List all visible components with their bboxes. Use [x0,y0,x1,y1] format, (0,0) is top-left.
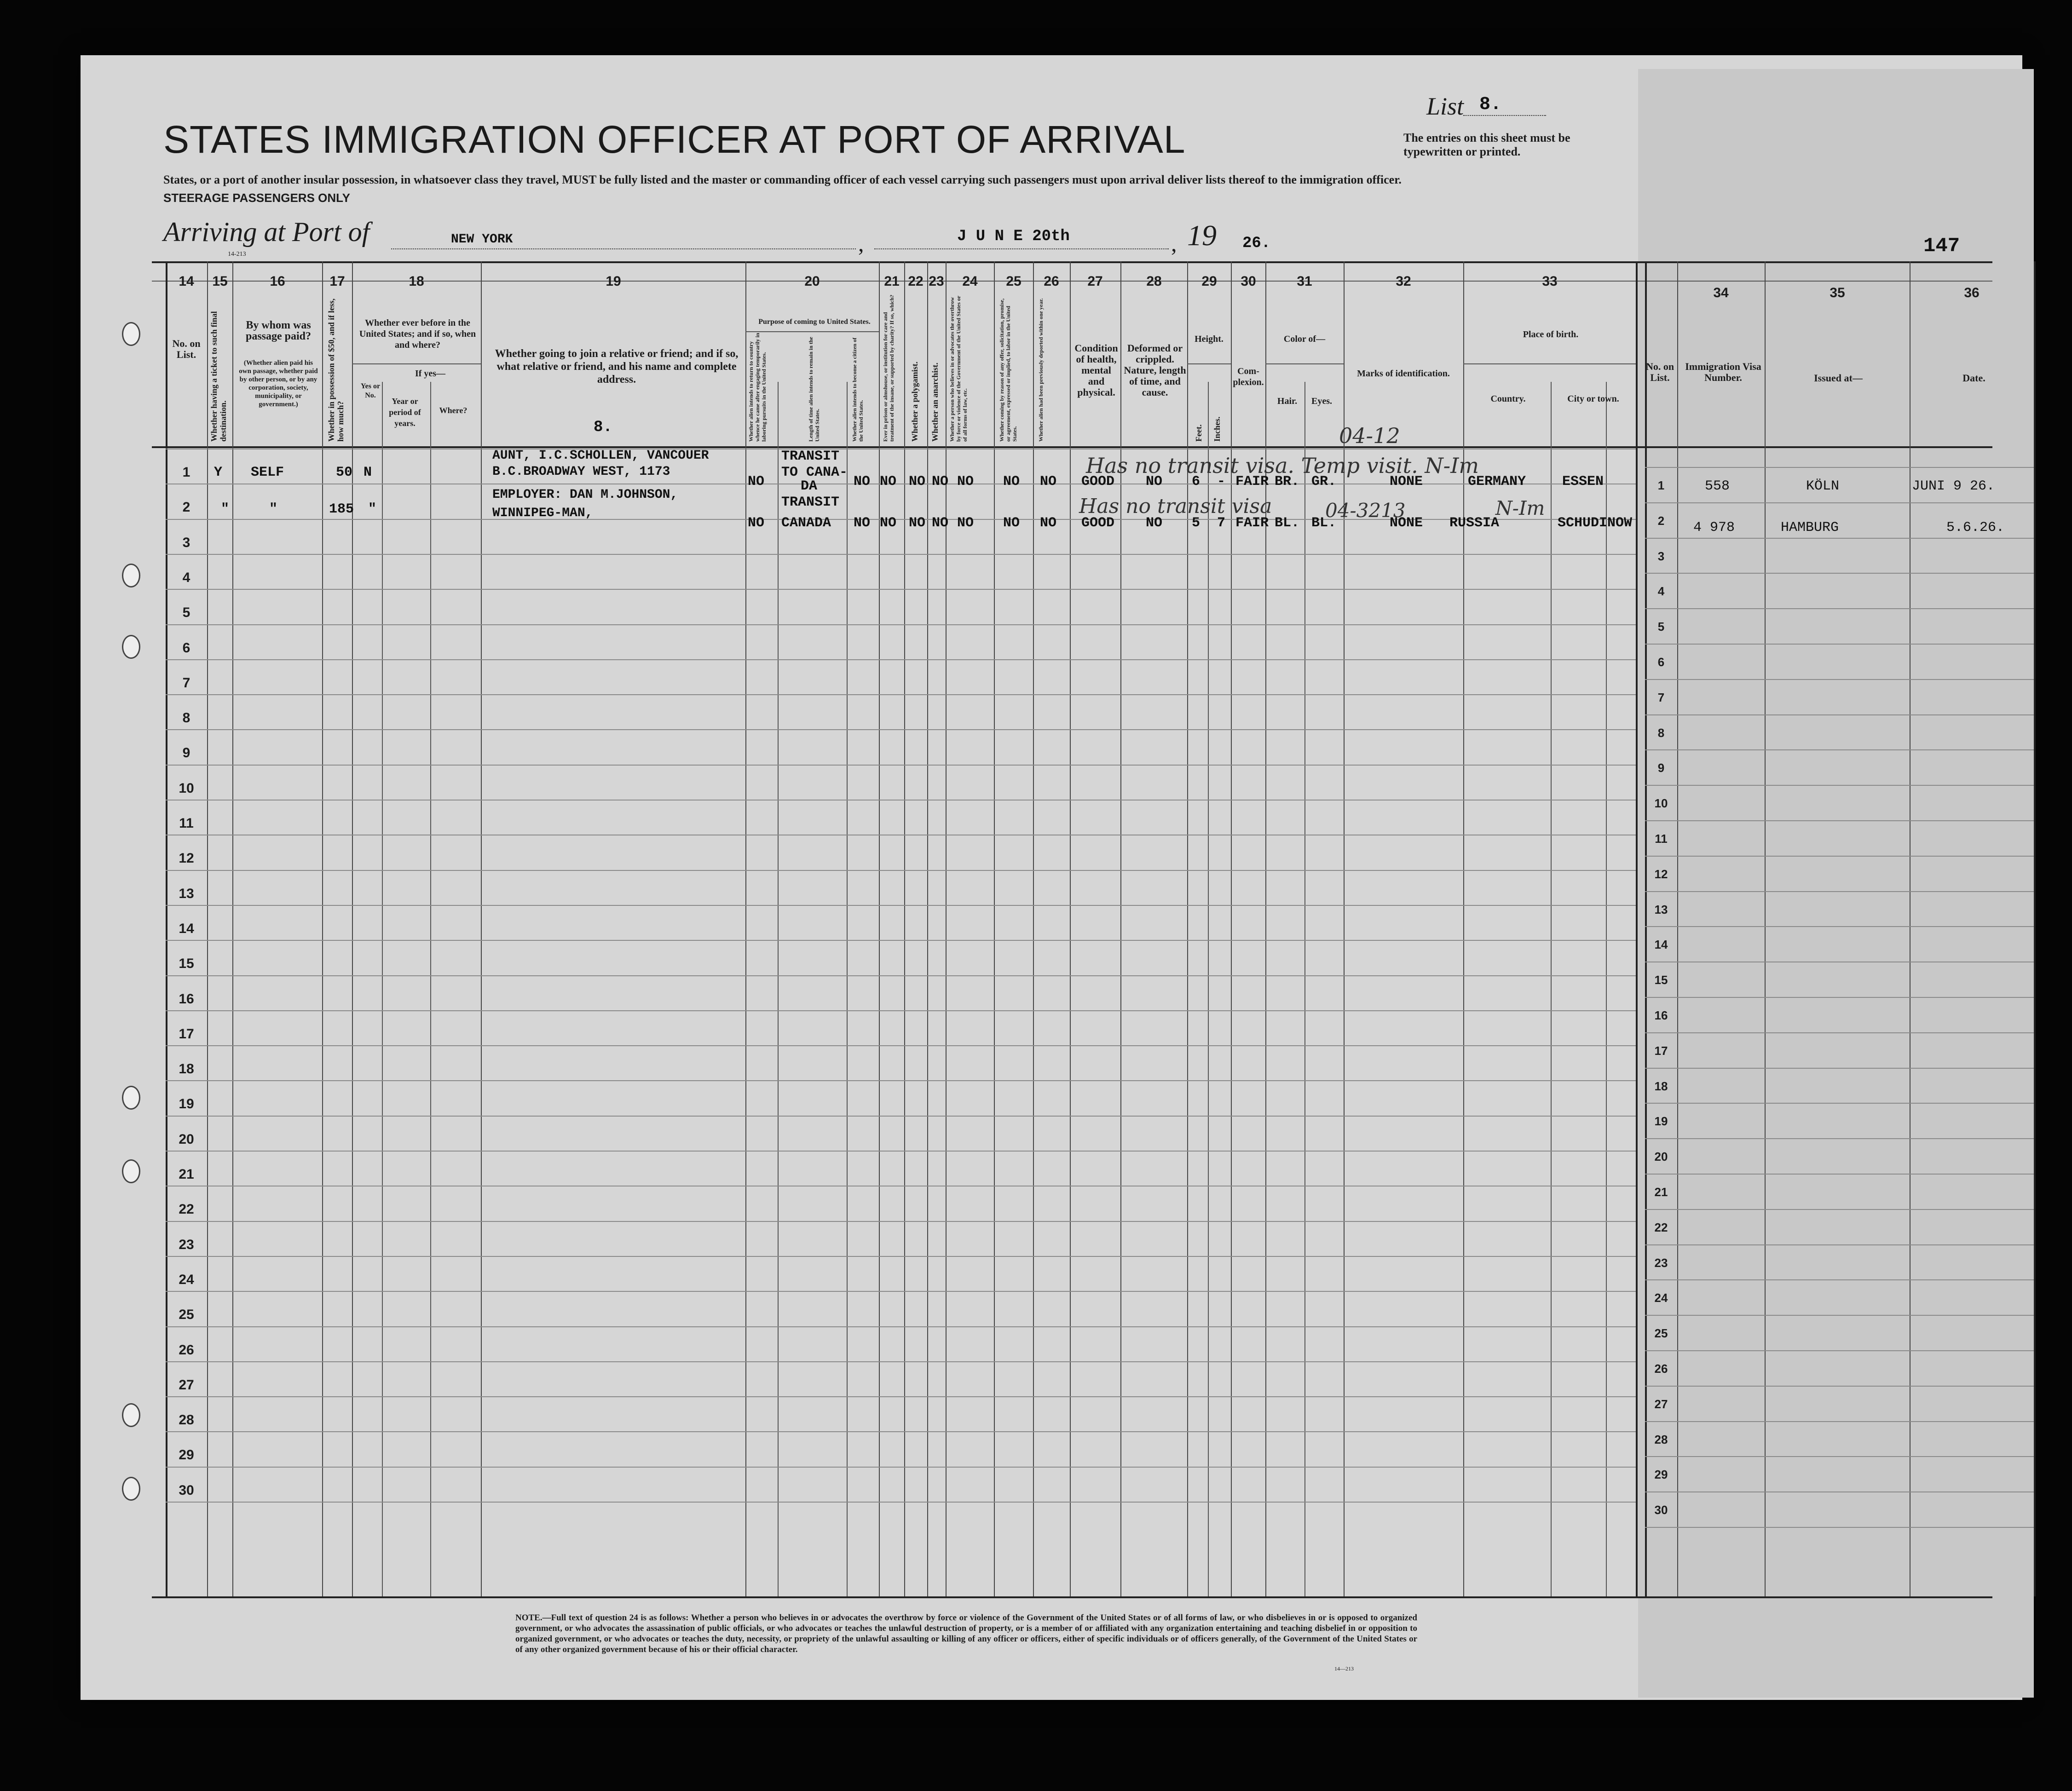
header-c20d: Whether alien intends to become a citizen of the United States. [851,337,864,442]
header-c16a: By whom was passage paid? [245,319,312,342]
right-page-edge [1638,69,2034,1698]
header-c35: Issued at— [1814,372,1863,384]
column-number: 35 [1830,285,1845,300]
row-line [166,1396,1636,1397]
handwriting-row2-code: 04-3213 [1325,499,1406,522]
handwriting-row2-nim: N-Im [1495,497,1545,519]
row-line [1645,1174,2034,1175]
row-line [166,975,1636,976]
row-number: 16 [1654,1008,1668,1022]
r2-issued-at: HAMBURG [1781,520,1839,536]
sub-header-divider [1463,363,1636,364]
row-number: 10 [179,780,194,796]
row-line [1645,573,2034,574]
r1-city: ESSEN [1562,474,1604,490]
row-line [166,589,1636,590]
row-line [1645,714,2034,715]
column-number: 19 [606,274,621,289]
header-c29b: Inches. [1212,416,1222,442]
r2-before: " [368,501,377,517]
punch-hole [122,322,140,346]
header-c25: Whether coming by reason of any offer, solicitation, promise, or agreement, expressed or implied, to labor in the United States. [998,298,1018,442]
r1-overthrow: NO [957,474,974,490]
r2-deported: NO [1040,515,1057,531]
row-number: 28 [179,1412,194,1428]
row-line [1645,679,2034,680]
column-number: 31 [1297,274,1312,289]
row-number: 19 [179,1096,194,1112]
r2-return: NO [748,515,765,531]
form-code-top: 14-213 [228,251,246,258]
r2-health: GOOD [1081,515,1115,531]
r1-issued-at: KÖLN [1806,478,1840,494]
r1-stay-2: TO CANA- [781,465,848,480]
punch-hole [122,1477,140,1501]
r2-hair: BL. [1275,515,1300,531]
header-c20c: Length of time alien intends to remain in the United States. [808,337,820,442]
r2-country: RUSSIA [1449,515,1500,531]
list-value: 8. [1479,94,1502,115]
r1-inches: - [1217,474,1226,490]
header-c30: Com- plexion. [1233,366,1264,387]
row-number: 3 [182,535,190,550]
row-line [166,1326,1636,1327]
column-line [1636,261,1638,1596]
row-line [1645,1456,2034,1457]
row-number: 22 [179,1202,194,1217]
row-number: 28 [1654,1432,1668,1446]
r2-join-2: WINNIPEG-MAN, [492,506,593,520]
column-number: 33 [1542,274,1558,289]
row-line [166,765,1636,766]
arriving-label: Arriving at Port of [163,217,370,247]
column-number: 16 [270,274,285,289]
header-c19: Whether going to join a relative or friend; and if so, what relative or friend, and his name and complete address. [495,348,739,386]
row-line [166,870,1636,871]
header-c28: Deformed or crippled. Nature, length of time, and cause. [1124,342,1186,398]
punch-hole [122,1403,140,1427]
r1-stay-3: DA [801,478,818,494]
header-c19-note: 8. [594,419,612,436]
row-line [1645,1279,2034,1280]
row-number: 29 [179,1447,194,1463]
r1-money: 50 [336,465,353,480]
row-number: 25 [1654,1326,1668,1341]
header-c33a: Country. [1490,394,1526,404]
sub-column-line [1606,382,1607,1596]
row-number: 23 [1654,1255,1668,1270]
sub-header-divider [1265,363,1344,364]
row-number: 21 [1654,1185,1668,1199]
r1-hair: BR. [1275,474,1300,490]
punch-hole [122,1159,140,1183]
column-number: 26 [1044,274,1059,289]
row-line [1645,502,2034,503]
row-number: 26 [1654,1362,1668,1376]
comma-1: , [858,230,864,256]
header-c18a: Whether ever before in the United States; and if so, when and where? [359,318,476,350]
row-line [1645,820,2034,821]
r1-polygamist: NO [909,474,926,490]
row-line [166,1467,1636,1468]
header-c32: Marks of identification. [1357,369,1450,379]
r2-join-1: EMPLOYER: DAN M.JOHNSON, [492,488,678,502]
row-number: 12 [179,851,194,866]
row-number: 5 [182,605,190,621]
header-c27: Condition of health, mental and physical. [1074,342,1118,398]
row-number: 30 [179,1482,194,1498]
row-number: 4 [1657,584,1665,599]
row-number: 7 [1657,690,1665,704]
row-line [166,694,1636,695]
row-number: 9 [1657,761,1665,775]
r2-prison: NO [880,515,897,531]
column-number: 34 [1713,285,1729,300]
punch-hole [122,564,140,587]
port-value: NEW YORK [451,232,513,247]
header-c18e: Where? [439,406,467,415]
row-number: 29 [1654,1468,1668,1482]
row-line [166,1361,1636,1362]
row-number: 13 [1654,902,1668,916]
table-top-border [152,261,1992,263]
r2-feet: 5 [1192,515,1200,531]
column-line [1677,261,1678,1596]
r2-stay-1: TRANSIT [781,495,840,510]
row-line [1645,1032,2034,1033]
row-line [1645,1138,2034,1139]
row-number: 20 [179,1131,194,1147]
r2-deformed: NO [1146,515,1163,531]
row-number: 14 [1654,938,1668,952]
row-number: 15 [1654,973,1668,987]
row-number: 17 [1654,1043,1668,1058]
row-line [166,1010,1636,1011]
r2-polygamist: NO [909,515,926,531]
r1-country: GERMANY [1468,474,1526,490]
column-number: 32 [1396,274,1411,289]
column-number: 20 [804,274,820,289]
row-line [1645,1421,2034,1422]
column-number: 29 [1201,274,1217,289]
sub-column-line [778,382,779,1596]
row-number: 6 [182,640,190,656]
year-value: 26. [1242,235,1271,252]
header-c31: Color of— [1283,334,1326,344]
sub-header-divider [1187,363,1231,364]
row-number: 18 [179,1061,194,1077]
r1-offer: NO [1003,474,1020,490]
r2-eyes: BL. [1311,515,1337,531]
row-number: 24 [1654,1291,1668,1305]
r1-citizen: NO [854,474,871,490]
r2-citizen: NO [854,515,871,531]
row-number: 23 [179,1237,194,1252]
row-line [166,729,1636,730]
header-c18c: Yes or No. [360,382,381,399]
row-number: 9 [182,745,190,761]
row-number: 1 [1657,478,1665,492]
r1-anarchist: NO [932,474,949,490]
list-label: List [1426,92,1464,120]
header-c23: Whether an anarchist. [930,363,940,442]
row-line [1645,997,2034,998]
r1-visa-no: 558 [1705,478,1730,494]
column-number: 25 [1006,274,1022,289]
handwriting-04-12: 04-12 [1339,423,1400,448]
sub-column-line [1304,382,1305,1596]
r2-anarchist: NO [932,515,949,531]
row-number: 16 [179,991,194,1007]
row-number: 8 [1657,726,1665,740]
r2-overthrow: NO [957,515,974,531]
row-line [166,1221,1636,1222]
column-line [1645,261,1647,1596]
header-c16b: (Whether alien paid his own passage, whether paid by other person, or by any corporation, society, municipality, or government.) [239,359,318,408]
row-number: 22 [1654,1220,1668,1234]
row-number: 26 [179,1342,194,1358]
header-c15: Whether having a ticket to such final destination. [209,311,228,442]
row-line [166,659,1636,660]
header-c29: Height. [1195,334,1224,344]
row-line [166,1151,1636,1152]
sub-column-line [1551,382,1552,1596]
list-underline [1463,115,1546,116]
footer-note: NOTE.—Full text of question 24 is as follows: Whether a person who believes in or advocates the overthrow by force or violence of the Government of the United States or of all forms of law, or who disbelieves in or is opposed to organized government, or who advocates the assassination of public officials, or who advocates or teaches the unlawful destruction of property, or is a member of or affiliated with any organization entertaining and teaching disbelief in or opposition to organized government, or who advocates or teaches the duty, necessity, or propriety of the unlawful assaulting or killing of any officer or officers, either of specific individuals or of officers generally, of the Government of the United States or of any other organized government because of his or their official character. [515,1613,1417,1654]
handwriting-row1-note: Has no transit visa. Temp visit. N-Im [1086,453,1479,478]
column-number: 27 [1087,274,1103,289]
row-line [166,1291,1636,1292]
r1-complexion: FAIR [1235,474,1269,490]
row-line [1645,926,2034,927]
row-number: 17 [179,1026,194,1042]
comma-2: , [1171,230,1177,256]
row-number: 15 [179,956,194,972]
handwriting-row2-note: Has no transit visa [1079,495,1272,518]
row-line [1645,644,2034,645]
r1-feet: 6 [1192,474,1200,490]
r2-stay-2: CANADA [781,515,831,531]
header-c33b: City or town. [1567,394,1619,404]
header-c20a: Purpose of coming to United States. [758,318,871,326]
row-line [1645,1209,2034,1210]
r1-join-1: AUNT, I.C.SCHOLLEN, VANCOUER [492,449,709,463]
r1-stay-1: TRANSIT [781,449,840,464]
header-bottom-border [152,446,1992,448]
row-line [1645,1350,2034,1351]
row-number: 20 [1654,1150,1668,1164]
r2-marks: NONE [1390,515,1423,531]
row-line [166,1116,1636,1117]
row-number: 24 [179,1272,194,1287]
row-number: 7 [182,675,190,691]
header-c34: Immigration Visa Number. [1685,361,1761,383]
column-number: 17 [329,274,345,289]
header-c18b: If yes— [415,369,446,379]
row-number: 1 [182,465,190,480]
row-line [166,940,1636,941]
row-number: 5 [1657,620,1665,634]
r1-deported: NO [1040,474,1057,490]
instructions: The entries on this sheet must be typewritten or printed. [1403,131,1570,158]
footer-code: 14—213 [1334,1665,1354,1672]
preamble: States, or a port of another insular possession, in whatsoever class they travel, MUST be fully listed and the master or commanding officer of each vessel carrying such passengers must upon arrival deliver lists thereof to the immigration officer. [163,173,1402,186]
row-number: 4 [182,570,190,585]
column-line [1765,261,1766,1596]
row-number: 11 [179,816,194,831]
page-title: STATES IMMIGRATION OFFICER AT PORT OF ARRIVAL [163,118,1186,161]
column-number: 28 [1146,274,1162,289]
header-c24: Whether a person who believes in or advocates the overthrow by force or violence of the Government of the United States or of all forms of law, etc. [949,296,968,442]
row-number: 12 [1654,867,1668,881]
row-number: 27 [1654,1397,1668,1411]
sub-column-line [430,382,431,1596]
r2-city: SCHUDINOW [1558,515,1633,531]
row-line [1645,608,2034,609]
r1-paid-by: SELF [251,465,284,480]
r2-money: 185 [329,501,354,517]
column-number: 24 [962,274,978,289]
row-number: 21 [179,1167,194,1182]
header-c20b: Whether alien intends to return to country whence he came after engaging temporarily in laboring pursuits in the United States. [748,333,767,442]
row-number: 10 [1654,796,1668,811]
header-no-right: No. on List. [1645,361,1674,383]
row-line [1645,1315,2034,1316]
row-line [166,624,1636,625]
header-c17: Whether in possession of $50, and if less, how much? [327,298,345,442]
r2-paid-by: " [269,501,278,517]
arriving-underline-date [874,248,1169,249]
r1-eyes: GR. [1311,474,1337,490]
row-line [1645,1068,2034,1069]
row-number: 8 [182,710,190,726]
row-line [1645,891,2034,892]
sub-header-divider [352,363,481,364]
year-prefix: 19 [1187,219,1217,252]
row-line [166,1256,1636,1257]
r1-return: NO [748,474,765,490]
row-line [1645,1527,2034,1528]
row-number: 30 [1654,1503,1668,1517]
row-line [166,1431,1636,1432]
row-number: 2 [182,500,190,515]
row-line [1645,785,2034,786]
r1-marks: NONE [1390,474,1423,490]
header-c14: No. on List. [172,338,201,360]
row-number: 19 [1654,1114,1668,1129]
column-number: 36 [1964,285,1980,300]
column-number: 18 [409,274,424,289]
header-c18d: Year or period of years. [389,397,421,428]
row-number: 27 [179,1377,194,1393]
sub-column-line [1208,382,1209,1596]
row-line [1645,1386,2034,1387]
row-number: 25 [179,1307,194,1323]
column-number: 23 [929,274,944,289]
sub-column-line [847,382,848,1596]
header-c31b: Eyes. [1311,396,1332,406]
row-line [166,554,1636,555]
column-line [2034,261,2036,1596]
header-c26: Whether alien had been previously deported within one year. [1038,298,1044,442]
column-number: 30 [1241,274,1256,289]
punch-hole [122,635,140,659]
r1-ticket: Y [214,465,223,480]
header-c31a: Hair. [1277,396,1298,406]
sub-column-line [382,382,383,1596]
row-line [166,1502,1636,1503]
r1-health: GOOD [1081,474,1115,490]
header-c22: Whether a polygamist. [910,361,919,442]
row-line [166,1045,1636,1046]
row-line [1645,856,2034,857]
punch-hole [122,1086,140,1110]
row-number: 13 [179,886,194,901]
row-number: 11 [1655,832,1668,846]
r1-prison: NO [880,474,897,490]
row-line [1645,1103,2034,1104]
row-line [1645,467,2034,468]
r1-before: N [364,465,372,480]
column-number: 21 [884,274,900,289]
r2-ticket: " [221,501,230,517]
r2-complexion: FAIR [1235,515,1269,531]
column-number: 14 [179,274,194,289]
row-line [1645,749,2034,750]
date-value: J U N E 20th [957,228,1070,245]
header-c33: Place of birth. [1523,329,1579,340]
row-line [166,905,1636,906]
r2-visa-no: 4 978 [1693,520,1735,536]
table-bottom-border [152,1596,1992,1598]
row-number: 6 [1657,655,1665,669]
r2-date: 5.6.26. [1946,520,2005,536]
row-line [1645,1244,2034,1245]
column-number: 15 [212,274,228,289]
row-number: 18 [1654,1079,1668,1093]
arriving-underline-port [391,248,856,249]
r1-deformed: NO [1146,474,1163,490]
row-number: 2 [1657,513,1665,528]
page-number: 147 [1923,235,1960,258]
header-c36: Date. [1962,372,1985,384]
column-number: 22 [908,274,923,289]
row-number: 14 [179,921,194,936]
steerage-label: STEERAGE PASSENGERS ONLY [163,191,350,205]
row-number: 3 [1657,549,1665,563]
r2-offer: NO [1003,515,1020,531]
row-line [1645,538,2034,539]
header-c21: Ever in prison or almshouse, or institution for care and treatment of the insane, or supported by charity? If so, which? [882,294,895,442]
r2-inches: 7 [1217,515,1226,531]
r1-date: JUNI 9 26. [1912,478,1995,494]
header-c29a: Feet. [1194,424,1203,442]
r1-join-2: B.C.BROADWAY WEST, 1173 [492,465,670,479]
row-line [166,1080,1636,1081]
